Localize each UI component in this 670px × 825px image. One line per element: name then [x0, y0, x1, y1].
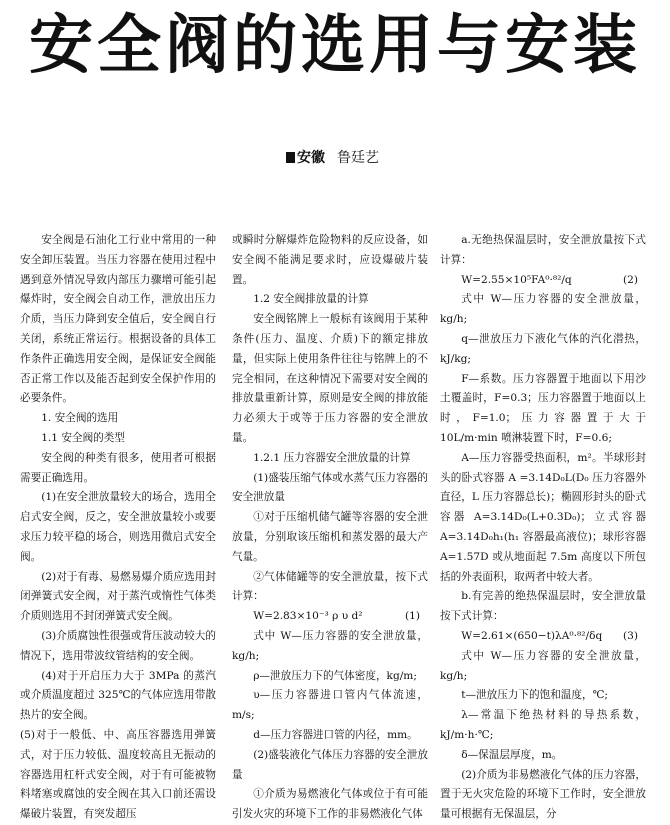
paragraph: b.有完善的绝热保温层时，安全泄放量按下式计算：	[440, 590, 646, 623]
paragraph: ρ—泄放压力下的气体密度，kg/m;	[253, 669, 417, 682]
paragraph: (4)对于开启压力大于 3MPa 的蒸汽或介质温度超过 325℃的气体应选用带散热片的安全阀。	[20, 669, 216, 722]
paragraph: 安全阀的种类有很多，使用者可根据需要正确选用。	[20, 451, 216, 484]
equation-number: (1)	[404, 610, 420, 623]
paragraph: υ—压力容器进口管内气体流速，m/s;	[232, 689, 428, 722]
paragraph: t—泄放压力下的饱和温度，℃;	[461, 689, 608, 702]
article-title: 安全阀的选用与安装	[29, 9, 641, 83]
paragraph: 或瞬时分解爆炸危险物料的反应设备，如安全阀不能满足要求时，应设爆破片装置。	[232, 234, 428, 286]
equation-number: (3)	[622, 629, 638, 642]
paragraph: λ—常温下绝热材料的导热系数，kJ/m·h·℃;	[440, 709, 646, 741]
equation-formula: W=2.55×10⁵FA⁰·⁸²/q	[461, 273, 572, 286]
paragraph: ②气体储罐等的安全泄放量，按下式计算：	[232, 570, 428, 603]
paragraph: ①对于压缩机储气罐等容器的安全泄放量，分别取该压缩机和蒸发器的最大产气量。	[232, 511, 428, 563]
paragraph: a.无绝热保温层时，安全泄放量按下式计算：	[440, 234, 646, 266]
paragraph: 安全阀铭牌上一般标有该阀用于某种条件(压力、温度、介质)下的额定排放量，但实际上使用条件往往与铭牌上的不完全相同，在这种情况下需要对安全阀的排放量重新计算，原则是安全阀的排放能力必须大于或等于压力容器的安全泄放量。	[232, 313, 428, 444]
paragraph: d—压力容器进口管的内径，mm。	[253, 728, 418, 741]
square-bullet-icon	[286, 152, 295, 163]
text-column-1	[20, 231, 216, 821]
text-column-3	[440, 231, 646, 821]
paragraph: 1.2 安全阀排放量的计算	[253, 293, 369, 306]
paragraph: (2)介质为非易燃液化气体的压力容器，置于无火灾危险的环境下工作时，安全泄放量可根据有无保温层，分	[440, 768, 646, 821]
paragraph: δ—保温层厚度，m。	[461, 748, 563, 761]
paragraph: A—压力容器受热面积，m²。半球形封头的卧式容器 A =3.14D₀L(D₀ 压力容器外直径，L 压力容器总长)；椭圆形封头的卧式容器 A=3.14D₀(L+0.3D₀)；立式容器 A=3.14D₀h₁(h₁ 容器最高液位)；球形容器 A=1.57D 或从地面起 7.5m 高度以下所包括的外表面积，取两者中较大者。	[440, 451, 646, 583]
paragraph: 式中 W—压力容器的安全泄放量，kg/h;	[232, 629, 428, 662]
paragraph: q—泄放压力下液化气体的汽化潜热，kJ/kg;	[440, 332, 646, 365]
equation	[232, 607, 428, 627]
byline	[286, 148, 379, 168]
equation-formula: W=2.61×(650−t)λA⁰·⁸²/δq	[461, 629, 603, 642]
author-name: 鲁廷艺	[337, 150, 379, 166]
equation	[440, 271, 646, 291]
paragraph: 1. 安全阀的选用	[41, 412, 119, 425]
paragraph: 式中 W—压力容器的安全泄放量，kg/h;	[440, 649, 646, 682]
paragraph: (1)盛装压缩气体或水蒸气压力容器的安全泄放量	[232, 471, 428, 504]
paragraph: (3)介质腐蚀性很强或背压波动较大的情况下，选用带波纹管结构的安全阀。	[20, 629, 216, 662]
paragraph: 1.1 安全阀的类型	[41, 431, 125, 444]
paragraph: 安全阀是石油化工行业中常用的一种安全卸压装置。当压力容器在使用过程中遇到意外情况导致内部压力骤增可能引起爆炸时，安全阀会自动工作，泄放出压力介质，当压力降到安全值后，安全阀自行关闭，系统正常运行。根据设备的具体工作条件正确选用安全阀，是保证安全阀能否正常工作以及能否起到安全保护作用的必要条件。	[20, 234, 216, 405]
equation-number: (2)	[622, 273, 638, 286]
paragraph: F—系数。压力容器置于地面以下用沙土覆盖时，F=0.3；压力容器置于地面以上时，F=1.0；压力容器置于大于 10L/m·min 喷淋装置下时，F=0.6;	[440, 372, 646, 444]
paragraph: (5)对于一般低、中、高压容器选用弹簧式，对于压力较低、温度较高且无振动的容器选用杠杆式安全阀，对于有可能被物料堵塞或腐蚀的安全阀在其入口前还需设爆破片装置，有突发超压	[20, 728, 216, 821]
paragraph: ①介质为易燃液化气体或位于有可能引发火灾的环境下工作的非易燃液化气体	[232, 788, 428, 821]
paragraph: 式中 W—压力容器的安全泄放量，kg/h;	[440, 293, 646, 326]
equation-formula: W=2.83×10⁻³ ρ υ d²	[253, 610, 363, 623]
paragraph: 1.2.1 压力容器安全泄放量的计算	[253, 451, 411, 464]
author-organization: 安徽	[297, 150, 325, 166]
text-column-2	[232, 231, 428, 821]
paragraph: (2)对于有毒、易燃易爆介质应选用封闭弹簧式安全阀，对于蒸汽或惰性气体类介质则选用不封闭弹簧式安全阀。	[20, 570, 216, 623]
paragraph: (2)盛装液化气体压力容器的安全泄放量	[232, 748, 428, 781]
equation	[440, 627, 646, 647]
paragraph: (1)在安全泄放量较大的场合，选用全启式安全阀，反之，安全泄放量较小或要求压力较平稳的场合，则选用微启式安全阀。	[20, 491, 216, 563]
